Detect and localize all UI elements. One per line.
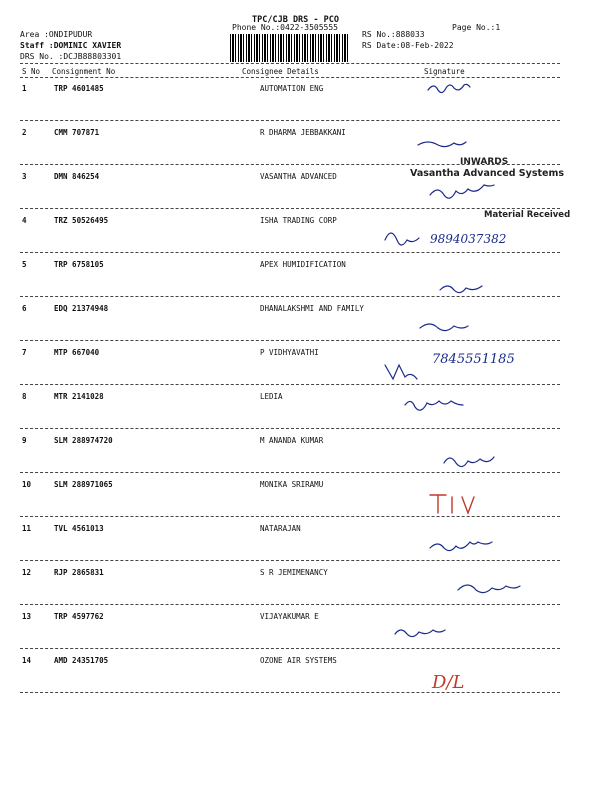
divider [20,63,560,64]
row-divider [20,560,560,561]
rs-date: RS Date:08-Feb-2022 [362,41,454,50]
row-consignment: CMM 707871 [54,128,100,137]
row-consignment: SLM 288971065 [54,480,113,489]
row-consignee: MONIKA SRIRAMU [260,480,324,489]
signature-phone-row7: 7845551185 [432,352,515,367]
row-divider [20,516,560,517]
staff-label: Staff :DOMINIC XAVIER [20,41,122,50]
row-sno: 8 [22,392,27,401]
row-sno: 1 [22,84,27,93]
stamp-material-received: Material Received [484,210,571,220]
row-sno: 13 [22,612,32,621]
row-consignee: APEX HUMIDIFICATION [260,260,346,269]
signature-phone-row4: 9894037382 [430,232,507,246]
row-sno: 6 [22,304,27,313]
row-consignment: MTP 667040 [54,348,100,357]
row-sno: 5 [22,260,27,269]
document-title: TPC/CJB DRS - PCO [252,15,339,25]
page-number: Page No.:1 [452,23,501,32]
row-consignment: EDQ 21374948 [54,304,109,313]
row-consignee: OZONE AIR SYSTEMS [260,656,337,665]
row-consignment: SLM 288974720 [54,436,113,445]
row-divider [20,384,560,385]
row-sno: 9 [22,436,27,445]
signature-row14: D/L [432,672,465,693]
row-consignee: LEDIA [260,392,283,401]
table-row [0,260,600,304]
stamp-company: Vasantha Advanced Systems [410,168,565,179]
row-consignee: AUTOMATION ENG [260,84,324,93]
row-sno: 14 [22,656,32,665]
table-row [0,304,600,348]
row-sno: 10 [22,480,32,489]
row-consignment: TRZ 50526495 [54,216,109,225]
table-row [0,436,600,480]
row-sno: 4 [22,216,27,225]
divider [20,77,560,78]
row-divider [20,604,560,605]
row-sno: 2 [22,128,27,137]
column-header-sno: S No [22,67,41,76]
row-consignment: MTR 2141028 [54,392,104,401]
row-consignee: ISHA TRADING CORP [260,216,337,225]
table-row [0,216,600,260]
row-consignment: TRP 4601485 [54,84,104,93]
table-row [0,84,600,128]
barcode-image [230,34,350,62]
header-left-block [20,29,121,62]
row-consignee: S R JEMIMENANCY [260,568,328,577]
row-sno: 11 [22,524,32,533]
row-sno: 7 [22,348,27,357]
phone-number: Phone No.:0422-3505555 [232,23,338,32]
table-row [0,656,600,700]
row-sno: 12 [22,568,32,577]
row-consignee: VASANTHA ADVANCED [260,172,337,181]
row-consignment: AMD 24351705 [54,656,109,665]
row-divider [20,296,560,297]
row-divider [20,692,560,693]
row-divider [20,648,560,649]
table-row [0,128,600,172]
area-label: Area :ONDIPUDUR [20,30,93,39]
column-header-signature: Signature [424,67,465,76]
table-row [0,524,600,568]
rs-number: RS No.:888033 [362,30,425,39]
row-consignee: P VIDHYAVATHI [260,348,319,357]
row-consignee: DHANALAKSHMI AND FAMILY [260,304,364,313]
row-consignee: M ANANDA KUMAR [260,436,324,445]
drs-number: DRS No. :DCJB88803301 [20,52,122,61]
row-sno: 3 [22,172,27,181]
table-row [0,392,600,436]
row-divider [20,252,560,253]
table-row [0,480,600,524]
row-consignment: TRP 4597762 [54,612,104,621]
table-row [0,612,600,656]
row-consignee: VIJAYAKUMAR E [260,612,319,621]
row-consignee: R DHARMA JEBBAKKANI [260,128,346,137]
column-header-consignee: Consignee Details [242,67,319,76]
row-consignment: TRP 6758105 [54,260,104,269]
row-divider [20,120,560,121]
stamp-inwards: INWARDS [460,157,509,167]
row-divider [20,340,560,341]
row-divider [20,208,560,209]
table-row [0,568,600,612]
row-divider [20,472,560,473]
row-consignment: TVL 4561013 [54,524,104,533]
header-right-block [362,29,454,51]
row-consignee: NATARAJAN [260,524,301,533]
column-header-consignment: Consignment No [52,67,116,76]
row-consignment: RJP 2865831 [54,568,104,577]
row-consignment: DMN 846254 [54,172,100,181]
row-divider [20,428,560,429]
